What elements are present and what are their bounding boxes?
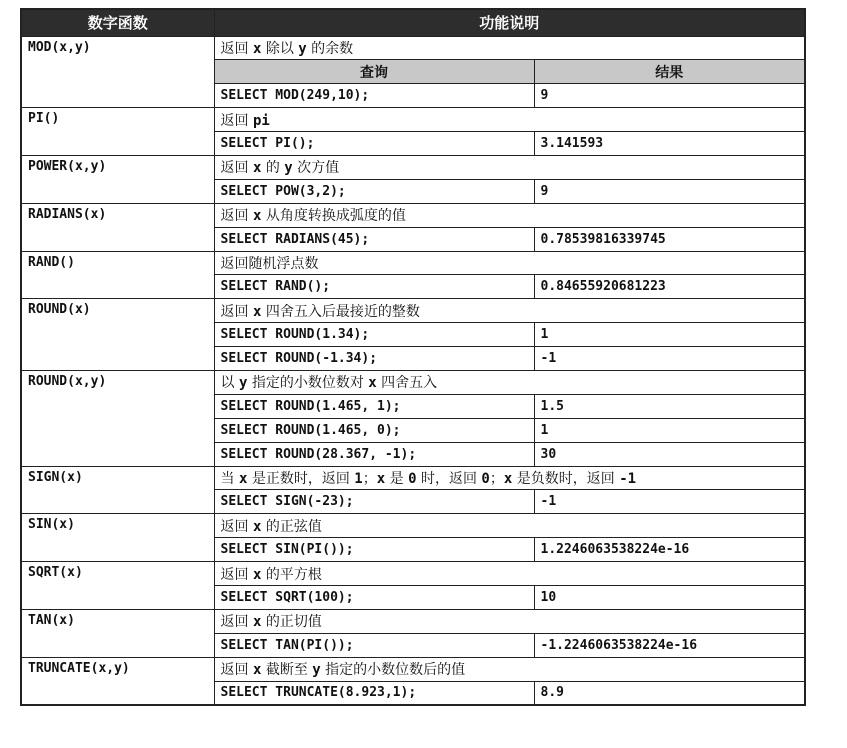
- desc-code: x: [376, 470, 386, 487]
- function-desc-row: [21, 562, 805, 586]
- example-result: 9: [534, 84, 805, 108]
- function-name: SIGN(x): [21, 466, 214, 490]
- desc-code: x: [252, 208, 262, 225]
- function-desc-row: [21, 203, 805, 227]
- desc-code: y: [238, 375, 248, 392]
- desc-text: 返回: [220, 566, 253, 583]
- example-row: [21, 227, 805, 251]
- example-result: -1: [534, 347, 805, 371]
- desc-text: 以: [220, 375, 239, 392]
- function-name-spacer: [21, 681, 214, 705]
- function-name-spacer: [21, 84, 214, 108]
- desc-code: 0: [408, 470, 417, 487]
- function-name: ROUND(x,y): [21, 370, 214, 394]
- example-row: [21, 347, 805, 371]
- function-name: SQRT(x): [21, 562, 214, 586]
- example-query: SELECT SQRT(100);: [214, 585, 534, 609]
- function-description: [214, 203, 805, 227]
- desc-text: 返回: [220, 614, 253, 631]
- desc-code: x: [252, 160, 262, 177]
- desc-text: 返回: [220, 303, 253, 320]
- desc-text: 返回: [220, 40, 253, 57]
- function-name: PI(): [21, 108, 214, 132]
- example-row: [21, 84, 805, 108]
- function-name: POWER(x,y): [21, 155, 214, 179]
- desc-text: 指定的小数位数对: [247, 375, 369, 392]
- function-desc-row: [21, 155, 805, 179]
- desc-code: 1: [354, 470, 363, 487]
- table-body: [21, 36, 805, 705]
- function-name: ROUND(x): [21, 299, 214, 323]
- function-name-spacer: [21, 60, 214, 84]
- function-name-spacer: [21, 132, 214, 156]
- function-description: [214, 609, 805, 633]
- function-description: [214, 562, 805, 586]
- example-result: 1.2246063538224e-16: [534, 538, 805, 562]
- function-desc-row: [21, 514, 805, 538]
- example-row: [21, 179, 805, 203]
- function-name-spacer: [21, 347, 214, 371]
- desc-code: x: [252, 40, 262, 57]
- function-desc-row: [21, 36, 805, 60]
- desc-text: 次方值: [292, 160, 340, 177]
- function-name-spacer: [21, 633, 214, 657]
- example-query: SELECT MOD(249,10);: [214, 84, 534, 108]
- table-header-row: [21, 9, 805, 36]
- function-table: [20, 8, 806, 706]
- function-description: [214, 108, 805, 132]
- function-desc-row: [21, 466, 805, 490]
- function-description: [214, 370, 805, 394]
- function-desc-row: [21, 657, 805, 681]
- function-name-spacer: [21, 490, 214, 514]
- desc-code: -1: [619, 470, 637, 487]
- example-result: 1: [534, 418, 805, 442]
- desc-code: y: [312, 662, 321, 679]
- example-result: 9: [534, 179, 805, 203]
- desc-text: 时，返回: [416, 470, 482, 487]
- desc-text: 指定的小数位数后的值: [320, 662, 466, 679]
- function-name: SIN(x): [21, 514, 214, 538]
- sub-header-result: 结果: [534, 60, 805, 84]
- desc-code: x: [252, 662, 262, 679]
- desc-code: x: [252, 518, 262, 535]
- function-description: [214, 657, 805, 681]
- desc-code: x: [252, 614, 262, 631]
- example-query: SELECT RADIANS(45);: [214, 227, 534, 251]
- function-description: [214, 466, 805, 490]
- desc-code: x: [252, 303, 262, 320]
- example-row: [21, 275, 805, 299]
- desc-code: y: [284, 160, 293, 177]
- example-result: 1: [534, 323, 805, 347]
- example-row: [21, 323, 805, 347]
- function-desc-row: [21, 299, 805, 323]
- function-desc-row: [21, 108, 805, 132]
- example-query: SELECT PI();: [214, 132, 534, 156]
- function-description: [214, 299, 805, 323]
- desc-code: pi: [252, 112, 270, 129]
- desc-text: 返回: [220, 208, 253, 225]
- desc-text: 返回: [220, 112, 253, 129]
- example-query: SELECT TAN(PI());: [214, 633, 534, 657]
- example-query: SELECT TRUNCATE(8.923,1);: [214, 681, 534, 705]
- example-query: SELECT ROUND(1.34);: [214, 323, 534, 347]
- example-row: [21, 418, 805, 442]
- function-desc-row: [21, 609, 805, 633]
- function-description: [214, 514, 805, 538]
- example-row: [21, 538, 805, 562]
- desc-code: x: [368, 375, 377, 392]
- example-result: 30: [534, 442, 805, 466]
- desc-text: 的: [261, 160, 285, 177]
- function-name-spacer: [21, 418, 214, 442]
- example-row: [21, 633, 805, 657]
- desc-text: ；: [362, 470, 377, 487]
- desc-text: 是: [385, 470, 409, 487]
- desc-code: x: [238, 470, 248, 487]
- desc-text: 返回: [220, 662, 253, 679]
- function-name-spacer: [21, 442, 214, 466]
- desc-text: 四舍五入后最接近的整数: [261, 303, 420, 320]
- desc-text: 是负数时，返回: [512, 470, 620, 487]
- function-name-spacer: [21, 538, 214, 562]
- desc-text: 返回: [220, 518, 253, 535]
- example-result: 10: [534, 585, 805, 609]
- example-result: 1.5: [534, 394, 805, 418]
- example-query: SELECT SIGN(-23);: [214, 490, 534, 514]
- desc-text: 除以: [261, 40, 299, 57]
- function-description: [214, 36, 805, 60]
- function-description: [214, 155, 805, 179]
- function-desc-row: [21, 251, 805, 275]
- example-result: 8.9: [534, 681, 805, 705]
- desc-text: 四舍五入: [376, 375, 438, 392]
- example-query: SELECT SIN(PI());: [214, 538, 534, 562]
- example-result: 0.78539816339745: [534, 227, 805, 251]
- desc-text: 返回随机浮点数: [220, 255, 319, 272]
- desc-text: ；: [489, 470, 504, 487]
- desc-text: 的正弦值: [261, 518, 322, 535]
- function-name-spacer: [21, 585, 214, 609]
- function-name: MOD(x,y): [21, 36, 214, 60]
- function-name: TAN(x): [21, 609, 214, 633]
- sub-header-row: [21, 60, 805, 84]
- example-query: SELECT POW(3,2);: [214, 179, 534, 203]
- header-description: 功能说明: [214, 9, 805, 36]
- example-query: SELECT ROUND(1.465, 1);: [214, 394, 534, 418]
- function-name: RADIANS(x): [21, 203, 214, 227]
- desc-text: 返回: [220, 160, 253, 177]
- desc-text: 是正数时，返回: [247, 470, 355, 487]
- example-row: [21, 490, 805, 514]
- function-desc-row: [21, 370, 805, 394]
- sub-header-query: 查询: [214, 60, 534, 84]
- function-name-spacer: [21, 227, 214, 251]
- function-description: [214, 251, 805, 275]
- desc-text: 当: [220, 470, 239, 487]
- desc-text: 的正切值: [261, 614, 322, 631]
- desc-code: 0: [481, 470, 490, 487]
- example-query: SELECT ROUND(-1.34);: [214, 347, 534, 371]
- example-query: SELECT ROUND(1.465, 0);: [214, 418, 534, 442]
- example-result: 3.141593: [534, 132, 805, 156]
- function-name-spacer: [21, 275, 214, 299]
- function-name: TRUNCATE(x,y): [21, 657, 214, 681]
- example-row: [21, 132, 805, 156]
- function-name: RAND(): [21, 251, 214, 275]
- header-function: 数字函数: [21, 9, 214, 36]
- example-row: [21, 681, 805, 705]
- function-name-spacer: [21, 323, 214, 347]
- example-row: [21, 394, 805, 418]
- desc-text: 的平方根: [261, 566, 322, 583]
- desc-text: 从角度转换成弧度的值: [261, 208, 406, 225]
- example-result: 0.84655920681223: [534, 275, 805, 299]
- desc-text: 的余数: [306, 40, 354, 57]
- example-row: [21, 585, 805, 609]
- example-result: -1.2246063538224e-16: [534, 633, 805, 657]
- function-name-spacer: [21, 179, 214, 203]
- desc-code: x: [252, 566, 262, 583]
- example-result: -1: [534, 490, 805, 514]
- function-name-spacer: [21, 394, 214, 418]
- desc-text: 截断至: [261, 662, 313, 679]
- example-row: [21, 442, 805, 466]
- example-query: SELECT ROUND(28.367, -1);: [214, 442, 534, 466]
- example-query: SELECT RAND();: [214, 275, 534, 299]
- desc-code: y: [298, 40, 307, 57]
- desc-code: x: [503, 470, 513, 487]
